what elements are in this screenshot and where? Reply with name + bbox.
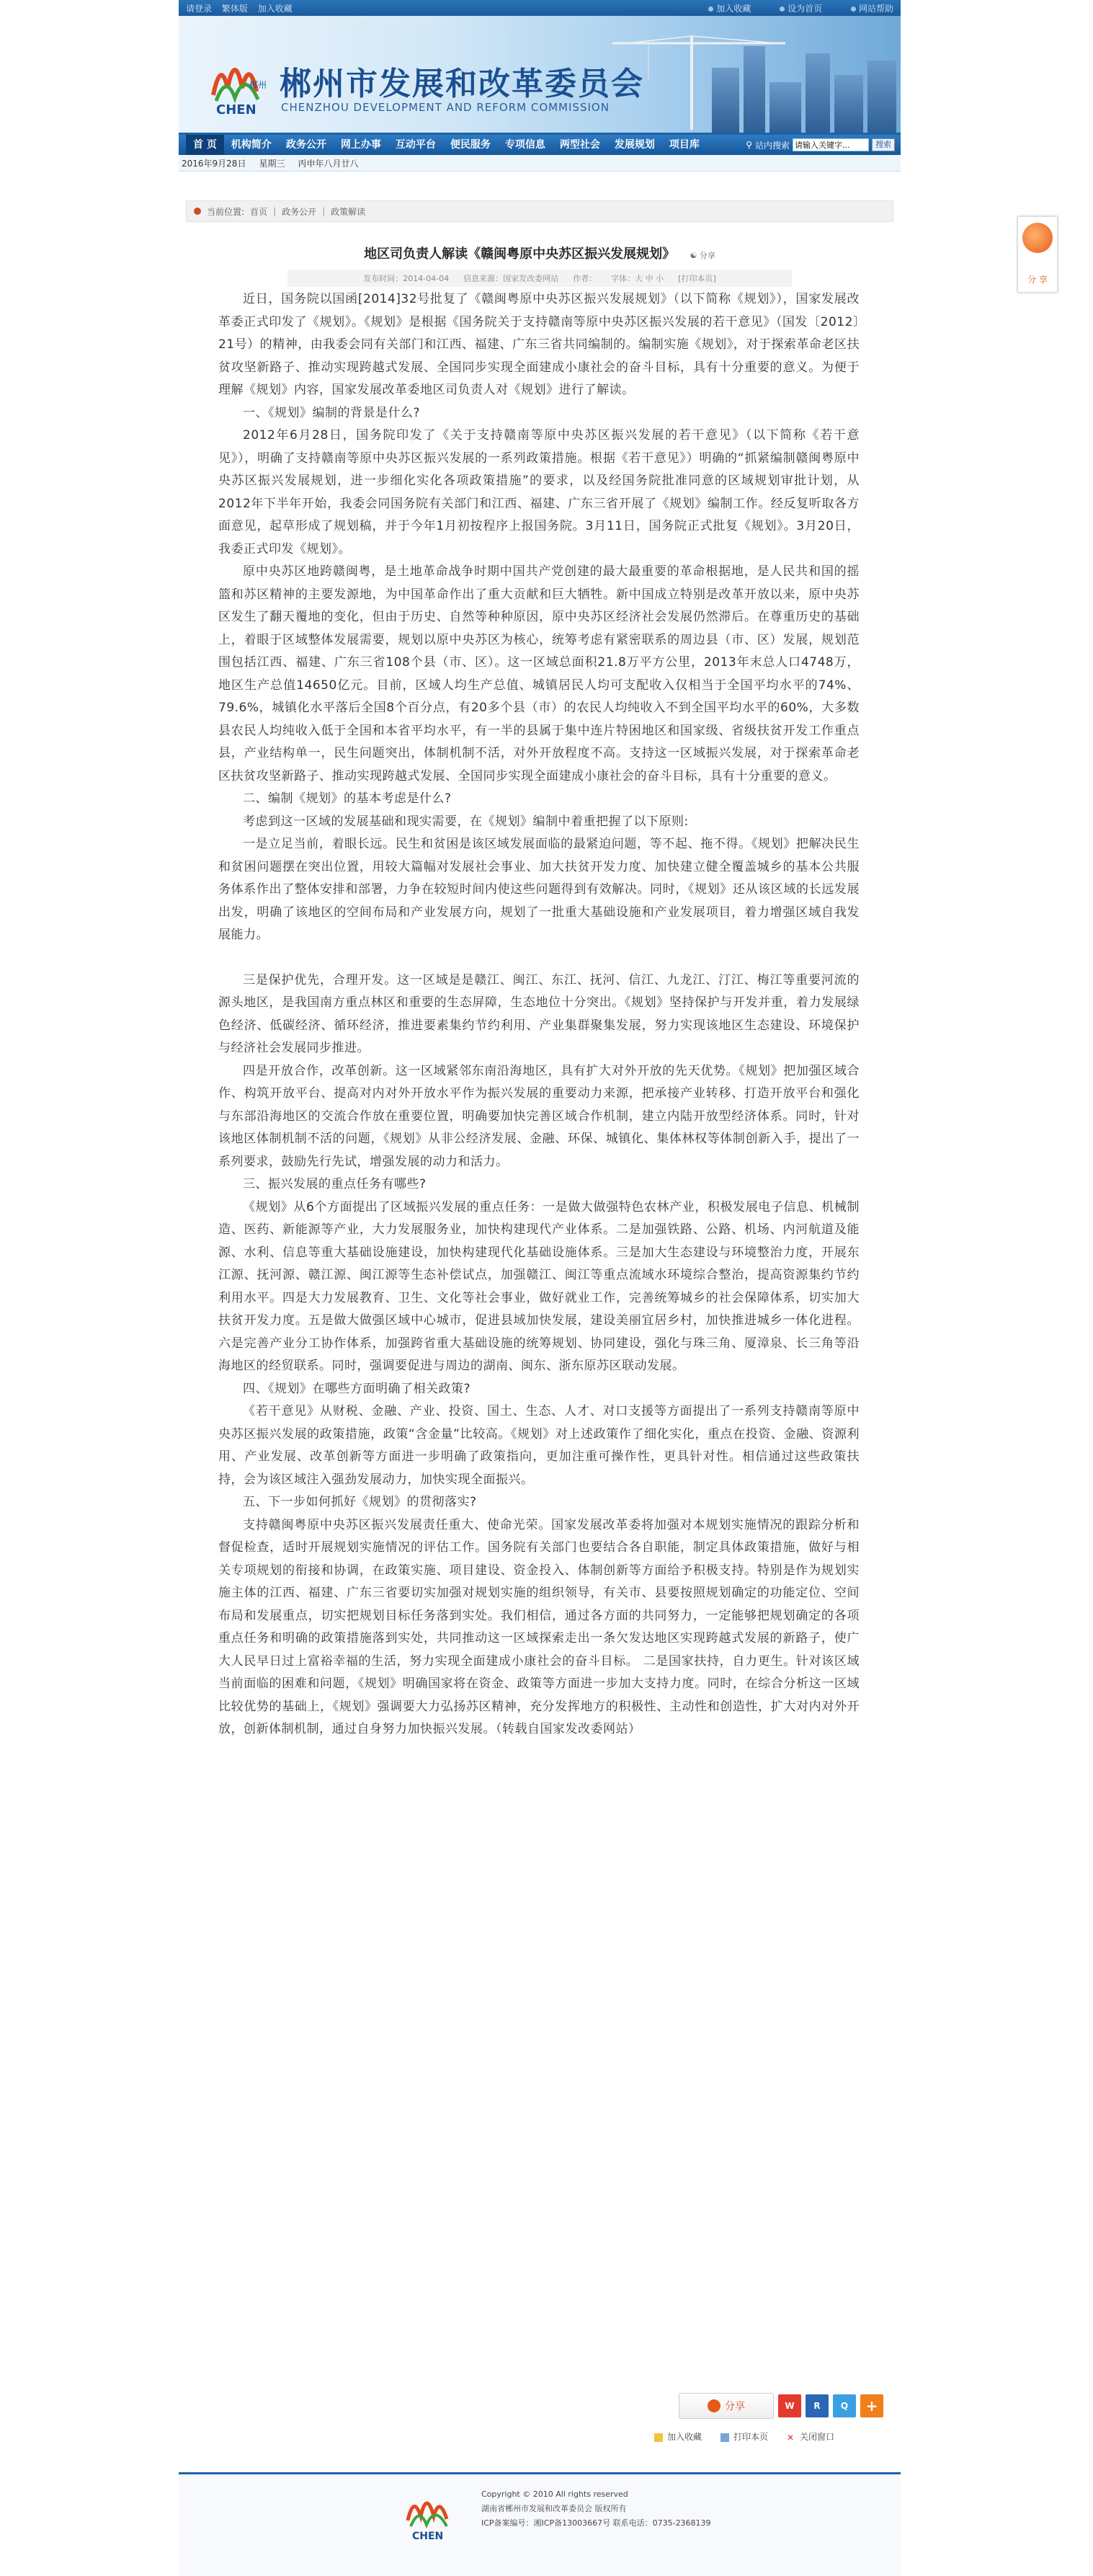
share-bar [679,2393,883,2419]
copyright: Copyright © 2010 All rights reserved [481,2490,628,2499]
building-shape [806,53,830,133]
printer-icon [721,2433,729,2442]
current-weekday: 星期三 [259,158,285,169]
paragraph: 《规划》从6个方面提出了区域振兴发展的重点任务：一是做大做强特色农林产业，积极发展电子信息、机械制造、医药、新能源等产业，大力发展服务业，加快构建现代产业体系。二是加强铁路、公路、机场、内河航道及能源、水利、信息等重大基础设施建设，加快构建现代化基础设施体系。三是加大生态建设与环境整治力度，开展东江源、抚河源、赣江源、闽江源等生态补偿试点，加强赣江、闽江等重点流域水环境综合整治，提高资源集约节约利用水平。四是大力发展教育、卫生、文化等社会事业，做好就业工作，完善统筹城乡的社会保障体系，切实加大扶贫开发力度。五是做大做强区域中心城市，促进县域加快发展，建设美丽宜居乡村，加快推进城乡一体化进程。六是完善产业分工协作体系，加强跨省重大基础设施的统筹规划、协同建设，强化与珠三角、厦漳泉、长三角等沿海地区的经贸联系。同时，强调要促进与周边的湖南、闽东、浙东原苏区联动发展。 [218,1199,860,1373]
nav-about[interactable]: 机构简介 [231,139,272,151]
building-shape [867,61,896,133]
current-date: 2016年9月28日 [182,158,246,169]
share-logo-icon [708,2399,721,2412]
breadcrumb [186,200,893,222]
footer-logo-icon [402,2484,460,2542]
share-logo-icon [1022,223,1053,253]
weibo-icon[interactable]: W [778,2394,801,2417]
breadcrumb-item-policy[interactable]: 政策解读 [331,206,366,217]
nav-project-library[interactable]: 项目库 [669,139,700,151]
renren-icon[interactable]: R [806,2394,829,2417]
share-icon: ☯ [690,251,697,260]
site-search [746,138,901,151]
add-favorite-link[interactable]: 加入收藏 [708,4,751,14]
bullet-icon [708,6,713,12]
search-label: 站内搜索 [754,140,790,151]
page-wrapper [179,0,901,2542]
page-links [654,2430,834,2443]
logo-chinese-text: 郴州 [249,80,267,90]
paragraph: 支持赣闽粤原中央苏区振兴发展责任重大、使命光荣。国家发展改革委将加强对本规划实施情况的跟踪分析和督促检查，适时开展规划实施情况的评估工作。国务院有关部门也要结合各自职能，制定具体政策措施，做好与相关专项规划的衔接和协调，在政策实施、项目建设、资金投入、体制创新等方面给予积极支持。特别是作为规划实施主体的江西、福建、广东三省要切实加强对规划实施的组织领导，有关市、县要按照规划确定的功能定位、空间布局和发展重点，切实把规划目标任务落到实处。我们相信，通过各方面的共同努力，一定能够把规划确定的各项重点任务和明确的政策措施落到实处，共同推动这一区域探索走出一条欠发达地区实现跨越式发展的新路子，使广大人民早日过上富裕幸福的生活，努力实现全面建成小康社会的奋斗目标。 二是国家扶持，自力更生。针对该区域当前面临的困难和问题，《规划》明确国家将在资金、政策等方面进一步加大支持力度。同时，在综合分析这一区域比较优势的基础上，《规划》强调要大力弘扬苏区精神，充分发挥地方的积极性、主动性和创造性，扩大对内对外开放，创新体制机制，通过自身努力加快振兴发展。（转载自国家发改委网站） [218,1517,860,1736]
search-icon: ⚲ [746,140,752,150]
lunar-date: 丙申年八月廿八 [298,158,359,169]
building-shape [744,46,765,133]
nav-development-plan[interactable]: 发展规划 [614,139,655,151]
article-body [218,288,860,1741]
org-rights: 湖南省郴州市发展和改革委员会 版权所有 [481,2504,627,2513]
home-icon [194,208,201,215]
publish-date: 发布时间：2014-04-04 [363,274,450,283]
share-button[interactable]: 分享 [679,2393,774,2419]
nav-home[interactable]: 首 页 [186,135,224,155]
article-title-row [179,244,901,262]
print-button[interactable]: 打印本页 [721,2430,768,2443]
floating-share-widget[interactable] [1017,216,1058,293]
paragraph: 2012年6月28日，国务院印发了《关于支持赣南等原中央苏区振兴发展的若干意见》（以下简称《若干意见》），明确了支持赣南等原中央苏区振兴发展的一系列政策措施。根据《若干意见》）明确的“抓紧编制赣闽粤原中央苏区振兴发展规划，进一步细化实化各项政策措施”的要求，以及经国务院批准同意的区域规划审批计划，从2012年下半年开始，我委会同国务院有关部门和江西、福建、广东三省开展了《规划》编制工作。经反复听取各方面意见，起草形成了规划稿，并于今年1月初按程序上报国务院。3月11日，国务院正式批复《规划》。3月20日，我委正式印发《规划》。 [218,428,860,556]
building-shape [834,75,863,133]
paragraph: 三是保护优先，合理开发。这一区域是是赣江、闽江、东江、抚河、信江、九龙江、汀江、梅江等重要河流的源头地区，是我国南方重点林区和重要的生态屏障，生态地位十分突出。《规划》坚持保护与开发并重，着力发展绿色经济、低碳经济、循环经济，推进要素集约节约利用、产业集群聚集发展，努力实现该地区生态建设、环境保护与经济社会发展同步推进。 [218,972,860,1055]
bullet-icon [851,6,856,12]
info-source: 信息来源：国家发改委网站 [463,274,559,283]
breadcrumb-item-gov[interactable]: 政务公开 [282,206,317,217]
breadcrumb-item-home[interactable]: 首页 [250,206,268,217]
title-share-button[interactable]: ☯ 分享 [690,251,715,260]
logo-en-text: CHEN [216,102,256,117]
nav-interaction[interactable]: 互动平台 [395,139,436,151]
site-title: 郴州市发展和改革委员会 [280,66,644,102]
floating-share-label: 分 享 [1027,275,1048,285]
set-homepage-link[interactable]: 设为首页 [780,4,822,14]
date-bar [179,155,901,172]
nav-online-service[interactable]: 网上办事 [340,139,381,151]
font-size-switch[interactable]: 字体：大 中 小 [611,274,664,283]
section-heading: 三、振兴发展的重点任务有哪些? [243,1177,427,1191]
author: 作者： [573,274,597,283]
footer-logo-text: CHEN [412,2531,444,2542]
site-banner [179,16,901,135]
login-link[interactable]: 请登录 [186,3,213,14]
more-icon[interactable]: + [860,2394,883,2417]
print-link[interactable]: [打印本页] [678,274,716,283]
breadcrumb-separator: | [273,206,277,216]
section-heading: 二、编制《规划》的基本考虑是什么? [243,791,452,806]
traditional-link[interactable]: 繁体版 [221,3,248,14]
top-utility-bar [179,0,901,16]
close-icon: ✕ [787,2432,795,2443]
paragraph: 一是立足当前，着眼长远。民生和贫困是该区域发展面临的最紧迫问题，等不起、拖不得。《规划》把解决民生和贫困问题摆在突出位置，用较大篇幅对发展社会事业、加大扶贫开发力度、加快建立健全覆盖城乡的基本公共服务体系作出了整体安排和部署，力争在较短时间内使这些问题得到有效解决。同时，《规划》还从该区域的长远发展出发，明确了该地区的空间布局和产业发展方向，规划了一批重大基础设施和产业发展项目，着力增强区域自我发展能力。 [218,837,860,942]
paragraph: 近日，国务院以国函[2014]32号批复了《赣闽粤原中央苏区振兴发展规划》（以下简称《规划》），国家发展改革委正式印发了《规划》。《规划》是根据《国务院关于支持赣南等原中央苏区振兴发展的若干意见》（国发〔2012〕21号）的精神，由我委会同有关部门和江西、福建、广东三省共同编制的。编制实施《规划》，对于探索革命老区扶贫攻坚新路子、推动实现跨越式发展、全国同步实现全面建成小康社会的奋斗目标，具有十分重要的意义。为便于理解《规划》内容，国家发展改革委地区司负责人对《规划》进行了解读。 [218,292,860,397]
section-heading: 一、《规划》编制的背景是什么? [243,405,421,420]
star-icon [654,2433,663,2442]
section-heading: 四、《规划》在哪些方面明确了相关政策? [243,1381,471,1396]
paragraph: 《若干意见》从财税、金融、产业、投资、国土、生态、人才、对口支援等方面提出了一系列支持赣南等原中央苏区振兴发展的政策措施，政策“含金量”比较高。《规划》对上述政策作了细化实化，重点在投资、金融、资源利用、产业发展、改革创新等方面进一步明确了政策指向，更加注重可操作性，更具针对性。相信通过这些政策扶持，会为该区域注入强劲发展动力，加快实现全面振兴。 [218,1404,860,1487]
nav-two-type-society[interactable]: 两型社会 [559,139,600,151]
chenzhou-logo-icon [206,45,271,117]
add-favorite-button[interactable]: 加入收藏 [654,2430,702,2443]
site-subtitle: CHENZHOU DEVELOPMENT AND REFORM COMMISSION [281,101,610,114]
nav-gov-affairs[interactable]: 政务公开 [285,139,326,151]
icp-contact: ICP备案编号：湘ICP备13003667号 联系电话：0735-2368139 [481,2518,711,2528]
search-button[interactable]: 搜索 [872,138,895,151]
blank-line [218,947,860,969]
close-window-button[interactable]: ✕ 关闭窗口 [787,2432,835,2443]
paragraph: 考虑到这一区域的发展基础和现实需要，在《规划》编制中着重把握了以下原则: [243,814,689,829]
favorite-link-top[interactable]: 加入收藏 [257,3,293,14]
footer-text [481,2487,711,2531]
article-meta [287,270,792,287]
article-title: 地区司负责人解读《赣闽粤原中央苏区振兴发展规划》 [364,247,676,262]
site-help-link[interactable]: 网站帮助 [851,4,893,14]
section-heading: 五、下一步如何抓好《规划》的贯彻落实? [243,1495,477,1509]
nav-public-service[interactable]: 便民服务 [450,139,491,151]
bullet-icon [780,6,785,12]
building-shape [712,68,739,133]
paragraph: 原中央苏区地跨赣闽粤，是土地革命战争时期中国共产党创建的最大最重要的革命根据地，是人民共和国的摇篮和苏区精神的主要发源地，为中国革命作出了重大贡献和巨大牺牲。新中国成立特别是改革开放以来，原中央苏区发生了翻天覆地的变化，但由于历史、自然等种种原因，原中央苏区经济社会发展仍然滞后。在尊重历史的基础上，着眼于区域整体发展需要，规划以原中央苏区为核心，统筹考虑有紧密联系的周边县（市、区）发展，规划范围包括江西、福建、广东三省108个县（市、区）。这一区域总面积21.8万平方公里，2013年末总人口4748万，地区生产总值14650亿元。目前，区域人均生产总值、城镇居民人均可支配收入仅相当于全国平均水平的74%、79.6%，城镇化水平落后全国8个百分点，有20多个县（市）的农民人均纯收入不到全国平均水平的60%，大多数县农民人均纯收入低于全国和本省平均水平，有一半的县属于集中连片特困地区和国家级、省级扶贫开发工作重点县，产业结构单一，民生问题突出，体制机制不活，对外开放程度不高。支持这一区域振兴发展，对于探索革命老区扶贫攻坚新路子、推动实现跨越式发展、全国同步实现全面建成小康社会的奋斗目标，具有十分重要的意义。 [218,564,860,783]
site-footer [179,2472,901,2576]
qzone-icon[interactable]: Q [833,2394,856,2417]
breadcrumb-label: 当前位置: [207,206,245,217]
breadcrumb-separator: | [322,206,326,216]
main-nav [179,135,901,155]
search-input[interactable] [793,138,869,151]
paragraph: 四是开放合作，改革创新。这一区域紧邻东南沿海地区，具有扩大对外开放的先天优势。《规划》把加强区域合作、构筑开放平台、提高对内对外开放水平作为振兴发展的重要动力来源，把承接产业转移、打造开放平台和强化与东部沿海地区的交流合作放在重要位置，明确要加快完善区域合作机制，建立内陆开放型经济体系。同时，针对该地区体制机制不活的问题，《规划》从非公经济发展、金融、环保、城镇化、集体林权等体制创新入手，提出了一系列要求，鼓励先行先试，增强发展的动力和活力。 [218,1063,860,1169]
building-shape [769,82,801,133]
nav-special-info[interactable]: 专项信息 [504,139,545,151]
